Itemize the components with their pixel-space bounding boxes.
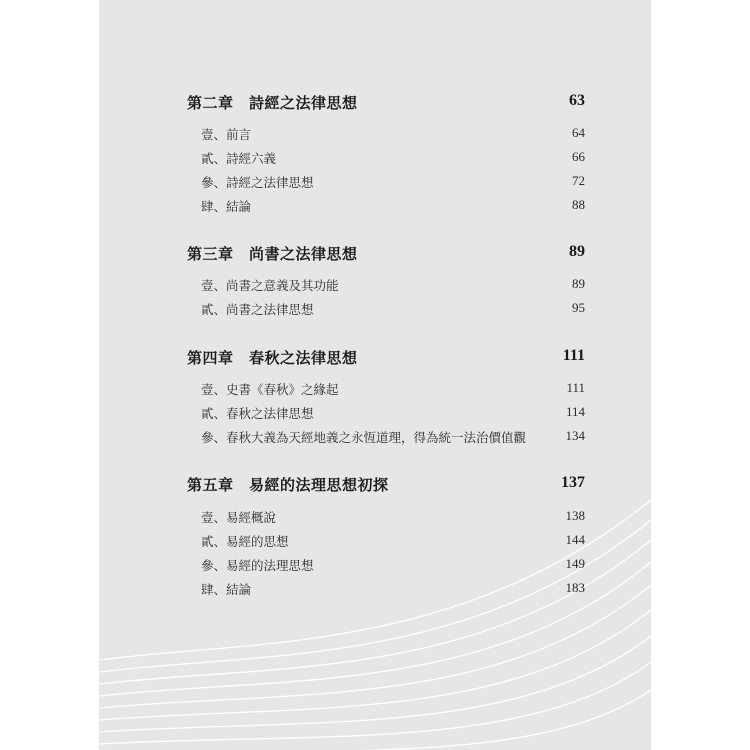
- section-title: 壹、前言: [201, 127, 252, 142]
- chapter-heading: [187, 474, 585, 498]
- section-title: 壹、尚書之意義及其功能: [201, 278, 339, 293]
- section-entry: [201, 556, 585, 576]
- section-entry: [201, 428, 585, 448]
- section-entry: [201, 149, 585, 169]
- section-title: 參、春秋大義為天經地義之永恆道理，得為統一法治價值觀: [201, 430, 527, 445]
- section-entry: [201, 532, 585, 552]
- chapter-heading: [187, 243, 585, 267]
- section-page-number: 72: [572, 173, 585, 188]
- chapter-title: 第三章 尚書之法律思想: [187, 245, 358, 263]
- section-page-number: 89: [572, 276, 585, 291]
- section-title: 貳、尚書之法律思想: [201, 302, 314, 317]
- chapter-title: 第四章 春秋之法律思想: [187, 349, 358, 367]
- table-of-contents: [99, 0, 651, 750]
- chapter-title: 第二章 詩經之法律思想: [187, 94, 358, 112]
- chapter-heading: [187, 92, 585, 116]
- section-page-number: 134: [565, 428, 585, 443]
- section-page-number: 138: [565, 508, 585, 523]
- section-entry: [201, 380, 585, 400]
- section-page-number: 144: [565, 532, 585, 547]
- chapter-heading: [187, 347, 585, 371]
- section-title: 壹、史書《春秋》之緣起: [201, 382, 339, 397]
- section-entry: [201, 276, 585, 296]
- chapter-page-number: 111: [562, 347, 585, 364]
- section-page-number: 64: [572, 125, 585, 140]
- section-entry: [201, 580, 585, 600]
- chapter-page-number: 89: [569, 243, 585, 260]
- section-entry: [201, 197, 585, 217]
- section-page-number: 88: [572, 197, 585, 212]
- section-title: 貳、詩經六義: [201, 151, 277, 166]
- section-page-number: 66: [572, 149, 585, 164]
- chapter-page-number: 63: [569, 92, 585, 109]
- section-page-number: 95: [572, 300, 585, 315]
- section-entry: [201, 173, 585, 193]
- chapter-page-number: 137: [561, 474, 585, 491]
- section-entry: [201, 404, 585, 424]
- section-title: 肆、結論: [201, 582, 252, 597]
- book-page: [99, 0, 651, 750]
- section-page-number: 183: [565, 580, 585, 595]
- section-page-number: 149: [565, 556, 585, 571]
- section-page-number: 114: [565, 404, 585, 419]
- section-title: 壹、易經概說: [201, 510, 277, 525]
- section-title: 貳、春秋之法律思想: [201, 406, 314, 421]
- section-title: 參、易經的法理思想: [201, 558, 314, 573]
- section-entry: [201, 508, 585, 528]
- section-title: 貳、易經的思想: [201, 534, 289, 549]
- section-page-number: 111: [566, 380, 585, 395]
- section-title: 參、詩經之法律思想: [201, 175, 314, 190]
- section-entry: [201, 300, 585, 320]
- chapter-title: 第五章 易經的法理思想初探: [187, 476, 389, 494]
- section-title: 肆、結論: [201, 199, 252, 214]
- section-entry: [201, 125, 585, 145]
